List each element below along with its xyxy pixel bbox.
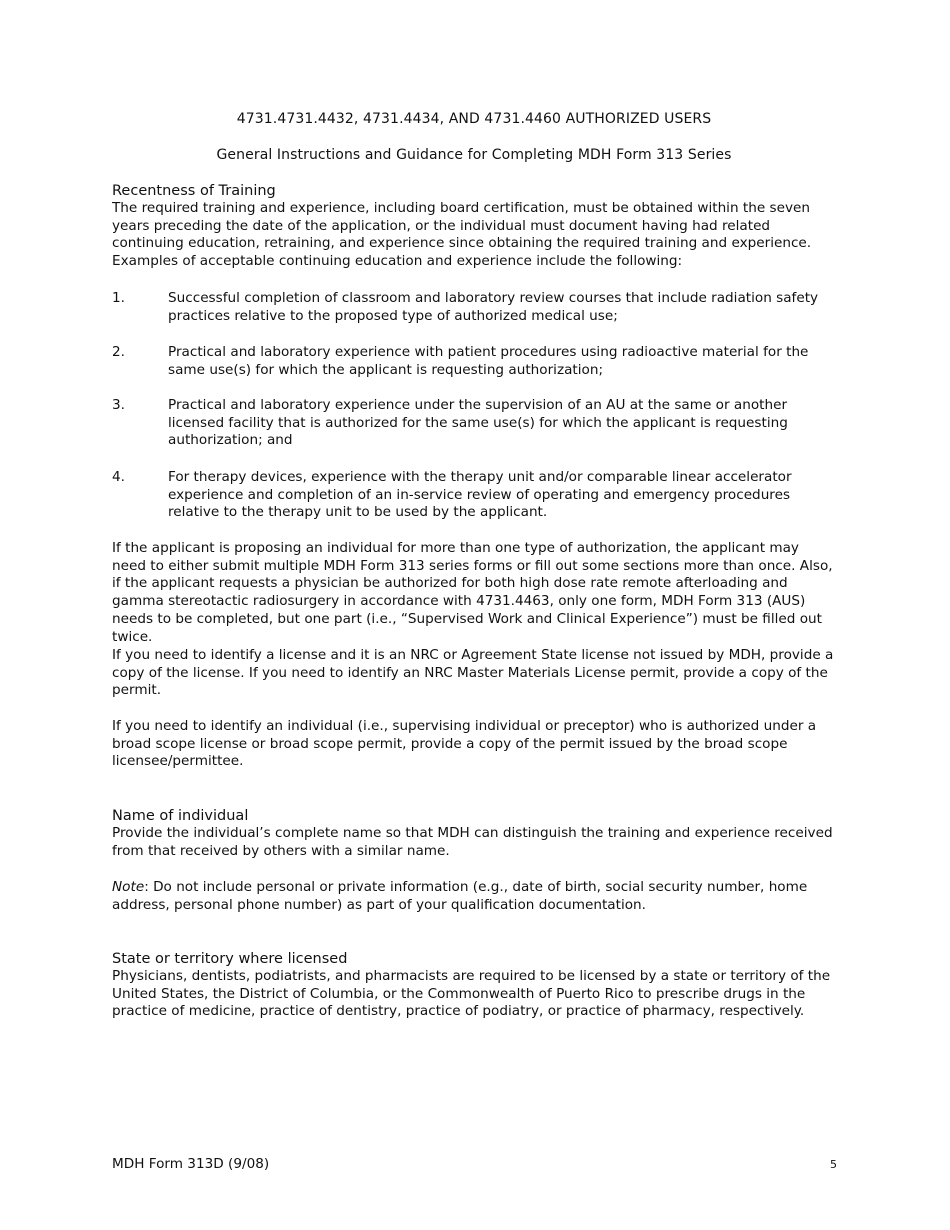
privacy-note	[112, 879, 836, 914]
recentness-intro: The required training and experience, including board certification, must be obtained within the seven years preceding the date of the application, or the individual must document having had related continuing education, retraining, and experience since obtaining the required training and experience. Examples of acceptable continuing education and experience include the following:	[112, 200, 812, 270]
list-item-text: Practical and laboratory experience with patient procedures using radioactive material for the same use(s) for which the applicant is requesting authorization;	[168, 344, 809, 378]
list-item-text: Practical and laboratory experience under the supervision of an AU at the same or another licensed facility that is authorized for the same use(s) for which the applicant is requesting authorization; and	[168, 397, 788, 449]
license-copy-paragraph: If you need to identify a license and it is an NRC or Agreement State license not issued by MDH, provide a copy of the license. If you need to identify an NRC Master Materials License permit, provide a copy of the permit.	[112, 647, 834, 699]
document-title: 4731.4731.4432, 4731.4434, AND 4731.4460 AUTHORIZED USERS	[236, 111, 712, 127]
name-section	[112, 807, 836, 860]
note-label: Note	[112, 879, 145, 895]
section-heading: Name of individual	[112, 808, 249, 824]
note-text: : Do not include personal or private information (e.g., date of birth, social security number, home address, personal phone number) as part of your qualification documentation.	[112, 879, 808, 913]
state-section	[112, 950, 836, 1021]
list-item-number: 1.	[112, 290, 125, 306]
section-heading: Recentness of Training	[112, 183, 276, 199]
list-item-number: 4.	[112, 469, 125, 485]
list-item-text: Successful completion of classroom and laboratory review courses that include radiation safety practices relative to the proposed type of authorized medical use;	[168, 290, 819, 324]
list-item-number: 2.	[112, 344, 125, 360]
document-subtitle: General Instructions and Guidance for Completing MDH Form 313 Series	[216, 147, 732, 163]
state-section-text: Physicians, dentists, podiatrists, and pharmacists are required to be licensed by a state or territory of the United States, the District of Columbia, or the Commonwealth of Puerto Rico to prescribe drugs in the practice of medicine, practice of dentistry, practice of podiatry, or practice of pharmacy, respectively.	[112, 968, 831, 1020]
list-item-text: For therapy devices, experience with the therapy unit and/or comparable linear accelerator experience and completion of an in-service review of operating and emergency procedures relative to the therapy unit to be used by the applicant.	[168, 469, 792, 521]
footer-form-id: MDH Form 313D (9/08)	[112, 1156, 270, 1172]
multiple-authorization-paragraph: If the applicant is proposing an individual for more than one type of authorization, the applicant may need to either submit multiple MDH Form 313 series forms or fill out some sections more than once. Also, if the applicant requests a physician be authorized for both high dose rate remote afterloading and gamma stereotactic radiosurgery in accordance with 4731.4463, only one form, MDH Form 313 (AUS) needs to be completed, but one part (i.e., “Supervised Work and Clinical Experience”) must be filled out twice.	[112, 540, 833, 645]
name-section-text: Provide the individual’s complete name so that MDH can distinguish the training and experience received from that received by others with a similar name.	[112, 825, 833, 859]
page-number: 5	[830, 1158, 837, 1171]
list-item-number: 3.	[112, 397, 125, 413]
section-heading: State or territory where licensed	[112, 951, 348, 967]
broad-scope-paragraph: If you need to identify an individual (i.e., supervising individual or preceptor) who is authorized under a broad scope license or broad scope permit, provide a copy of the permit issued by the broad scope licensee/permittee.	[112, 718, 817, 770]
recentness-section	[112, 182, 836, 271]
